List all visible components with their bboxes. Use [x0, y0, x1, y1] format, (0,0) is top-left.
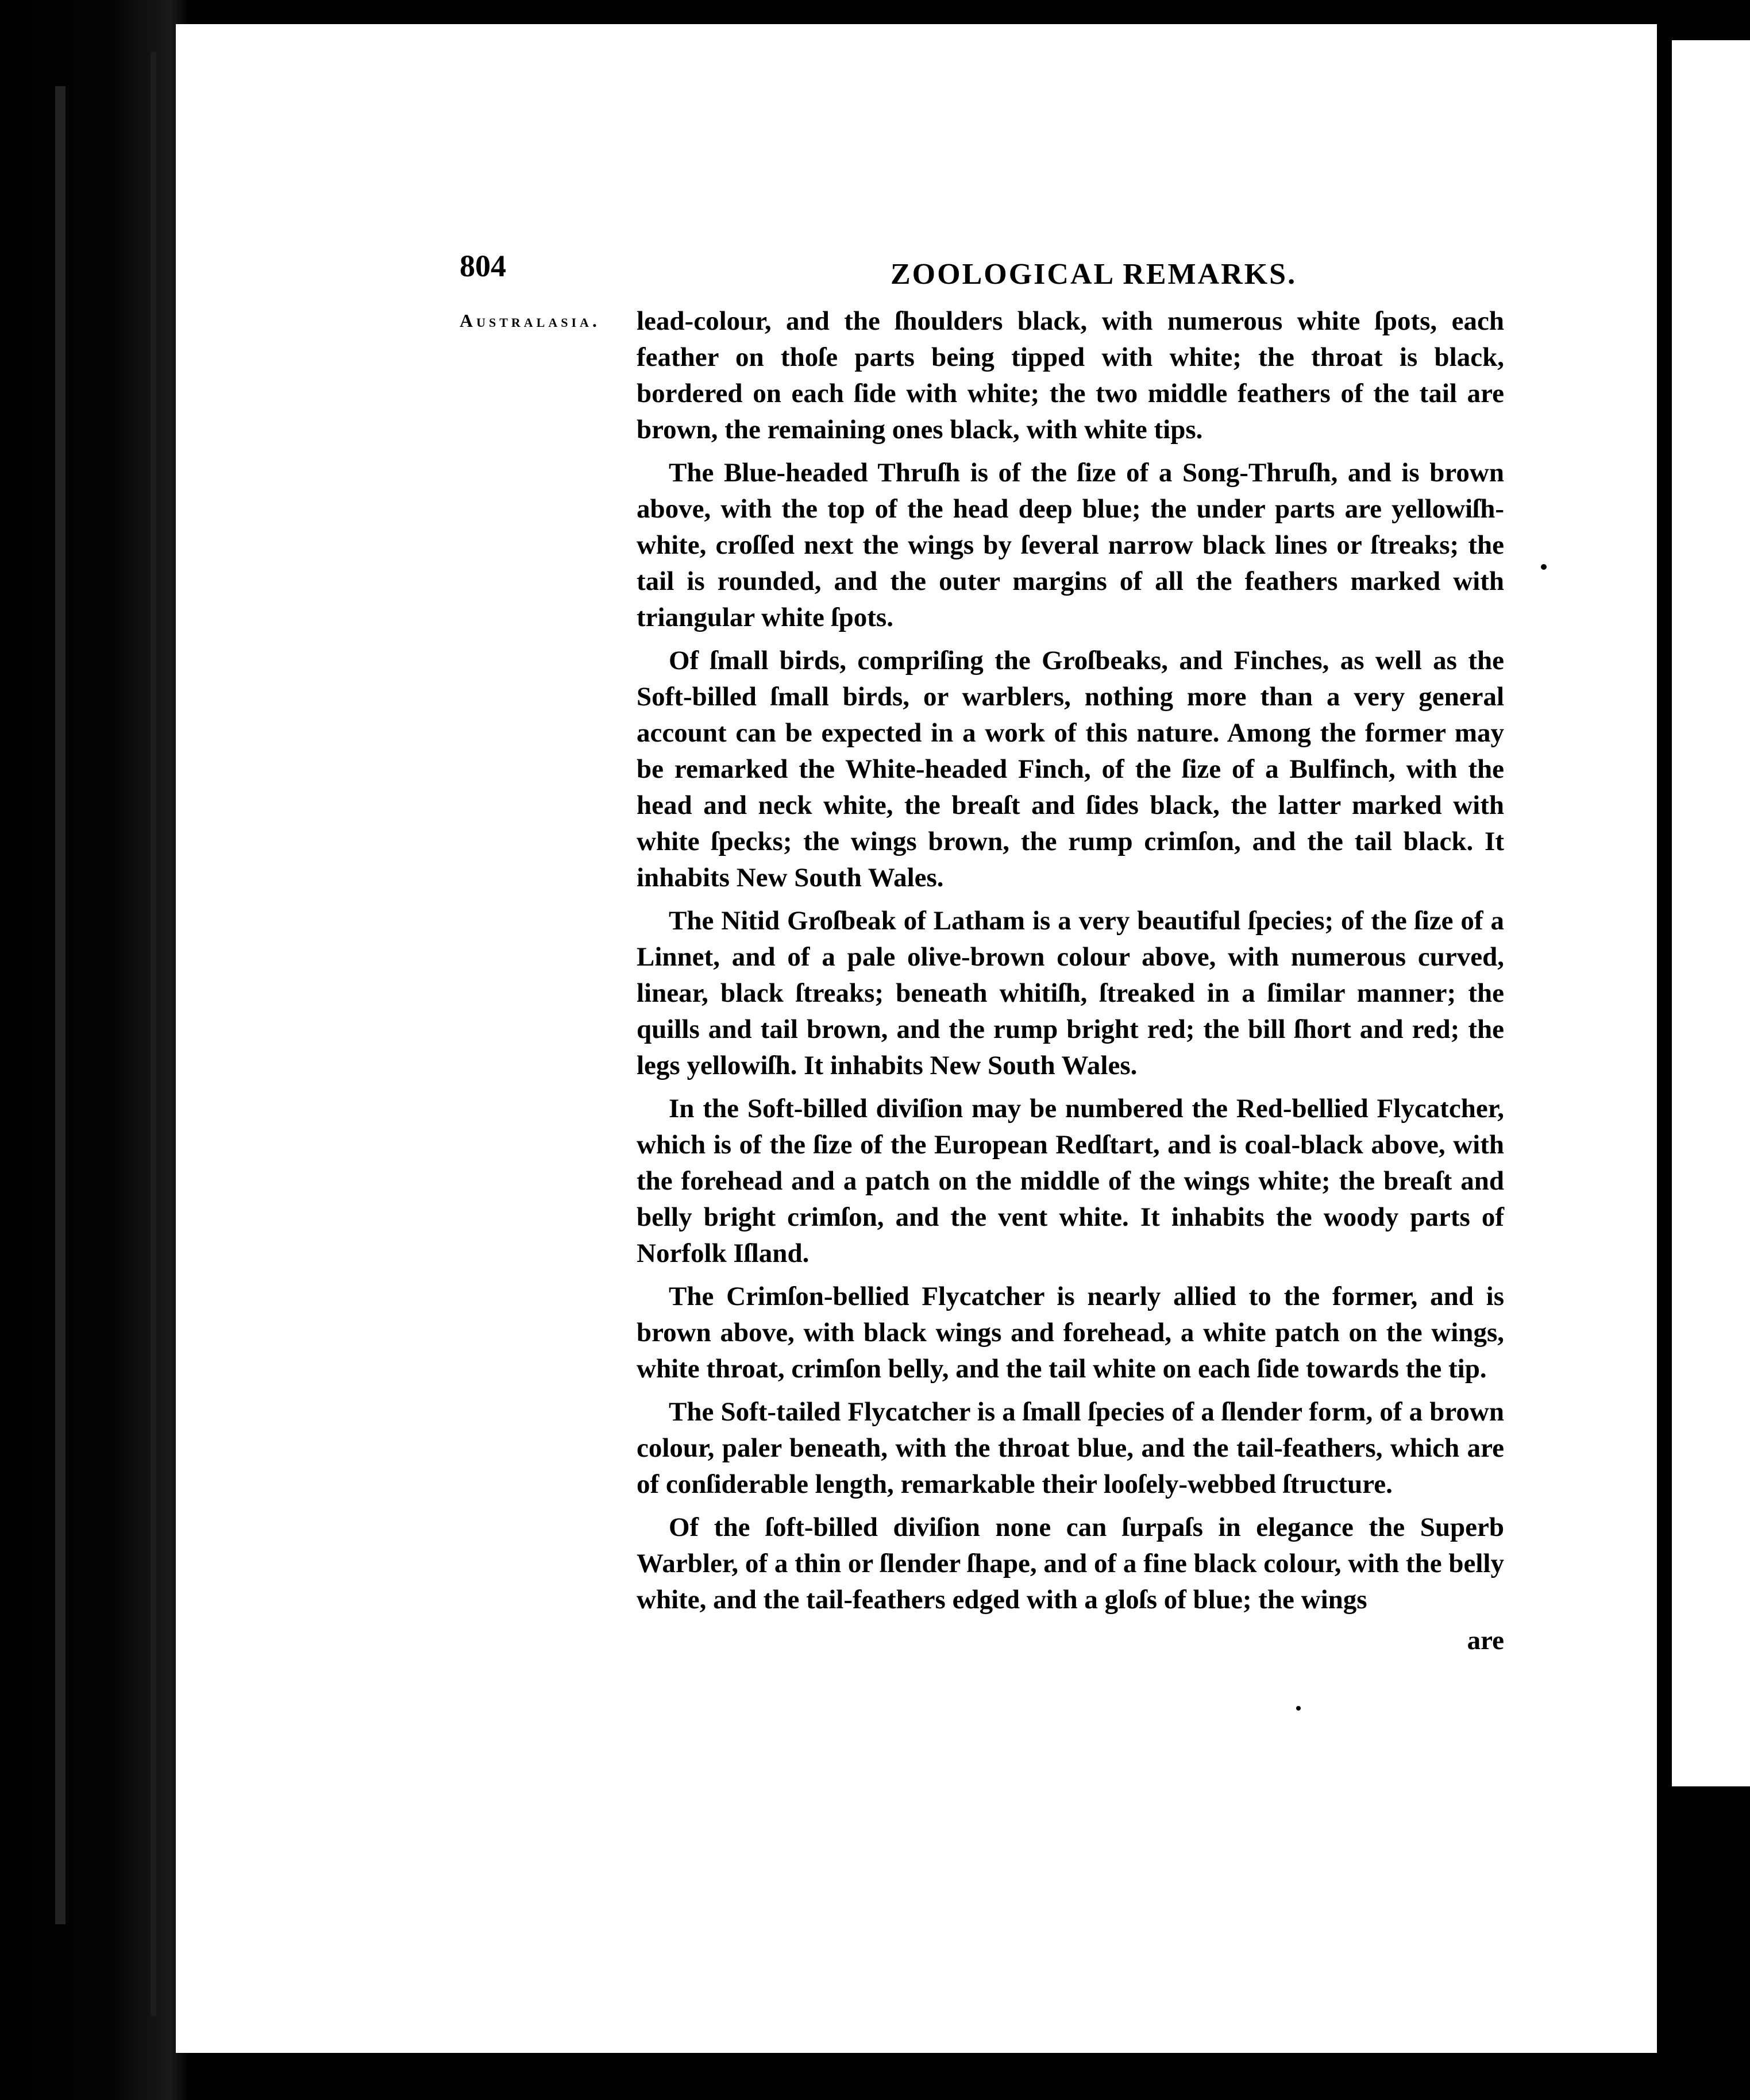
paragraph: Of the ſoft-billed diviſion none can ſurpaſs in elegance the Superb Warbler, of a thin or ſlender ſhape, and of a fine black colour, with the belly white, and the tail-feathers edged with a gloſs of blue; the wings [637, 1512, 1504, 1615]
paragraph: The Soft-tailed Flycatcher is a ſmall ſpecies of a ſlender form, of a brown colour, paler beneath, with the throat blue, and the tail-feathers, which are of conſiderable length, remarkable their looſely-webbed ſtructure. [637, 1397, 1504, 1499]
spine-shadow [55, 86, 65, 1924]
spine-shadow [151, 52, 156, 2016]
body-text [637, 303, 1504, 1659]
paragraph: lead-colour, and the ſhoulders black, with numerous white ſpots, each feather on thoſe parts being tipped with white; the throat is black, bordered on each ſide with white; the two middle feathers of the tail are brown, the remaining ones black, with white tips. [637, 306, 1504, 445]
paragraph: The Nitid Groſbeak of Latham is a very beautiful ſpecies; of the ſize of a Linnet, and of a pale olive-brown colour above, with numerous curved, linear, black ſtreaks; beneath whitiſh, ſtreaked in a ſimilar manner; the quills and tail brown, and the rump bright red; the bill ſhort and red; the legs yellowiſh. It inhabits New South Wales. [637, 906, 1504, 1080]
next-page-edge [1672, 40, 1750, 1786]
paragraph: In the Soft-billed diviſion may be numbered the Red-bellied Flycatcher, which is of the ſize of the European Redſtart, and is coal-black above, with the forehead and a patch on the middle of the wings white; the breaſt and belly bright crimſon, and the vent white. It inhabits the woody parts of Norfolk Iſland. [637, 1094, 1504, 1268]
paragraph: The Blue-headed Thruſh is of the ſize of a Song-Thruſh, and is brown above, with the top of the head deep blue; the under parts are yellowiſh-white, croſſed next the wings by ſeveral narrow black lines or ſtreaks; the tail is rounded, and the outer margins of all the feathers marked with triangular white ſpots. [637, 458, 1504, 632]
paragraph: Of ſmall birds, compriſing the Groſbeaks, and Finches, as well as the Soft-billed ſmall birds, or warblers, nothing more than a very general account can be expected in a work of this nature. Among the former may be remarked the White-headed Finch, of the ſize of a Bulfinch, with the head and neck white, the breaſt and ſides black, the latter marked with white ſpecks; the wings brown, the rump crimſon, and the tail black. It inhabits New South Wales. [637, 646, 1504, 893]
catchword: are [1467, 1626, 1504, 1655]
margin-label: Australasia. [460, 310, 600, 331]
page-number: 804 [460, 249, 506, 283]
scan-border-left [0, 0, 190, 2100]
running-head: ZOOLOGICAL REMARKS. [891, 258, 1297, 291]
speck [1296, 1706, 1301, 1711]
speck [1541, 564, 1547, 570]
paragraph: The Crimſon-bellied Flycatcher is nearly allied to the former, and is brown above, with black wings and forehead, a white patch on the wings, white throat, crimſon belly, and the tail white on each ſide towards the tip. [637, 1281, 1504, 1384]
